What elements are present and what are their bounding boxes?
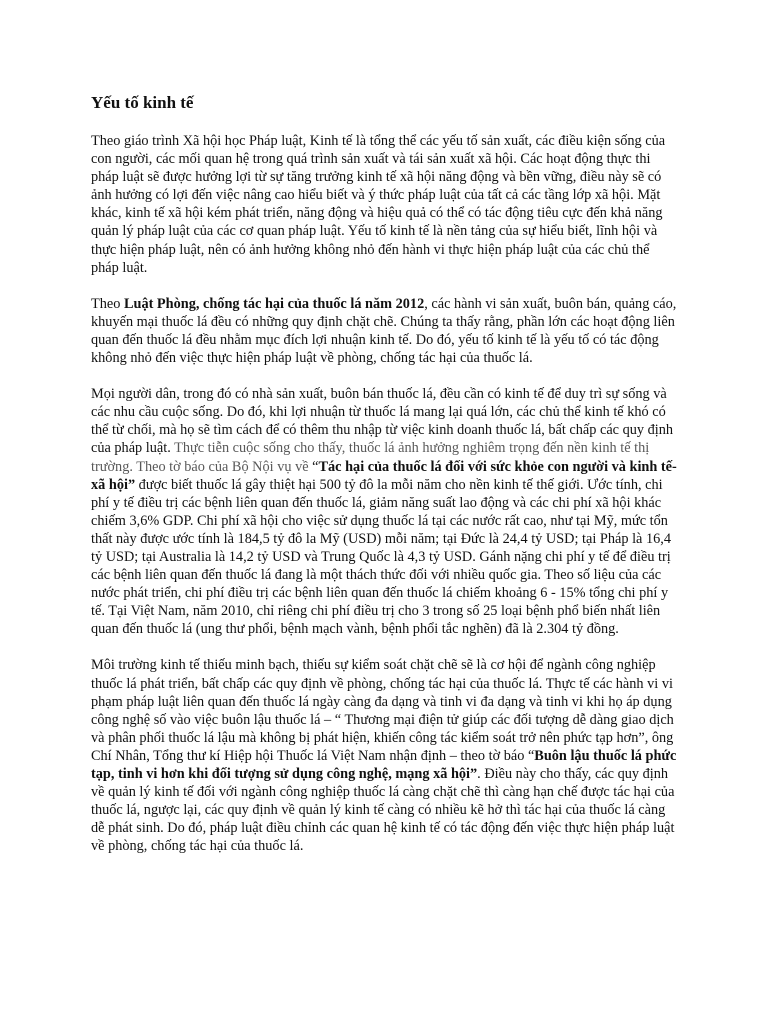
article-title-1: Tác hại của thuốc lá đối với sức khỏe con người và kinh tế- xã hội”	[91, 458, 677, 493]
paragraph-3-quote-open: “	[308, 458, 319, 475]
paragraph-3-text-a: Mọi người dân, trong đó có nhà sản xuất, buôn bán thuốc lá, đều cần có kinh tế để duy trì sự sống và các nhu cầu cuộc sống. Do đó, khi lợi nhuận từ thuốc lá mang lại quá lớn, các chủ thể kinh tế khó có thể từ chối, mà họ sẽ tìm cách để có thêm thu nhập từ việc kinh doanh thuốc lá, bất chấp các quy định của pháp luật.	[91, 386, 674, 457]
paragraph-4	[91, 656, 679, 855]
article-title-2: Buôn lậu thuốc lá phức tạp, tinh vi hơn khi đối tượng sử dụng công nghệ, mạng xã hội”	[91, 747, 677, 782]
paragraph-1: Theo giáo trình Xã hội học Pháp luật, Kinh tế là tổng thể các yếu tố sản xuất, các điều kiện sống của con người, các mối quan hệ trong quá trình sản xuất và tái sản xuất xã hội. Các hoạt động thực thi pháp luật sẽ được hưởng lợi từ sự tăng trưởng kinh tế xã hội năng động và bền vững, điều này sẽ có ảnh hưởng có lợi đến việc nâng cao hiểu biết và ý thức pháp luật của tất cả các tầng lớp xã hội. Mặt khác, kinh tế xã hội kém phát triển, năng động và hiệu quả có thể có tác động tiêu cực đến khả năng quản lý pháp luật của các cơ quan pháp luật. Yếu tố kinh tế là nền tảng của sự hiểu biết, lĩnh hội và thực hiện pháp luật, nên có ảnh hưởng không nhỏ đến hành vi thực hiện pháp luật của các chủ thể pháp luật.	[91, 133, 666, 276]
paragraph-2	[91, 295, 679, 367]
section-heading: Yếu tố kinh tế	[91, 93, 194, 112]
law-title: Luật Phòng, chống tác hại của thuốc lá năm 2012	[123, 295, 425, 312]
paragraph-3-text-c: được biết thuốc lá gây thiệt hại 500 tỷ đô la mỗi năm cho nền kinh tế thế giới. Ước tính, chi phí y tế điều trị các bệnh liên quan đến thuốc lá, giảm năng suất lao động và các chi phí xã hội khác chiếm 3,6% GDP. Chi phí xã hội cho việc sử dụng thuốc lá tại các nước rất cao, như tại Mỹ, mức tổn thất này được ước tính là 184,5 tỷ đô la Mỹ (USD) mỗi năm; tại Đức là 24,4 tỷ USD; tại Pháp là 16,4 tỷ USD; tại Australia là 14,2 tỷ USD và Trung Quốc là 4,3 tỷ USD. Gánh nặng chi phí y tế để điều trị các bệnh liên quan đến thuốc lá đang là một thách thức đối với nhiều quốc gia. Theo số liệu của các nước phát triển, chi phí điều trị các bệnh liên quan đến thuốc lá chiếm khoảng 6 - 15% tổng chi phí y tế. Tại Việt Nam, năm 2010, chỉ riêng chi phí điều trị cho 3 trong số 25 loại bệnh phổ biến nhất liên quan đến thuốc lá (ung thư phổi, bệnh mạch vành, bệnh phổi tắc nghẽn) đã là 2.304 tỷ đồng.	[91, 476, 671, 638]
paragraph-3	[91, 385, 679, 638]
paragraph-4-text-a: Môi trường kinh tế thiếu minh bạch, thiếu sự kiểm soát chặt chẽ sẽ là cơ hội để ngành công nghiệp thuốc lá phát triển, bất chấp các quy định về phòng, chống tác hại của thuốc lá. Thực tế các hành vi vi phạm pháp luật liên quan đến thuốc lá ngày càng đa dạng và tinh vi đa dạng và tinh vi khi họ áp dụng công nghệ số vào việc buôn lậu thuốc lá – “ Thương mại điện tử giúp các đối tượng dễ dàng giao dịch và phân phối thuốc lá lậu mà không bị phát hiện, khiến công tác kiểm soát trở nên phức tạp hơn”, ông Chí Nhân, Tổng thư kí Hiệp hội Thuốc lá Việt Nam nhận định – theo tờ báo “	[91, 657, 674, 764]
paragraph-3-gray-text: Thực tiễn cuộc sống cho thấy, thuốc lá ảnh hưởng nghiêm trọng đến nền kinh tế thị trường. Theo tờ báo của Bộ Nội vụ về	[91, 440, 650, 475]
paragraph-2-text-a: Theo	[91, 295, 124, 312]
paragraph-4-text-c: . Điều này cho thấy, các quy định về quản lý kinh tế đối với ngành công nghiệp thuốc lá càng chặt chẽ thì càng hạn chế được tác hại của thuốc lá, ngược lại, các quy định về quản lý kinh tế càng có nhiều kẽ hở thì tác hại của thuốc lá càng dễ phát sinh. Do đó, pháp luật điều chỉnh các quan hệ kinh tế có tác động đến việc thực hiện pháp luật về phòng, chống tác hại của thuốc lá.	[91, 766, 675, 855]
paragraph-2-text-c: , các hành vi sản xuất, buôn bán, quảng cáo, khuyến mại thuốc lá đều có những quy định chặt chẽ. Chúng ta thấy rằng, phần lớn các hoạt động liên quan đến thuốc lá đều nhằm mục đích lợi nhuận kinh tế. Do đó, yếu tố kinh tế là yếu tố có tác động không nhỏ đến việc thực hiện pháp luật về phòng, chống tác hại của thuốc lá.	[91, 295, 677, 367]
document-body	[91, 92, 679, 873]
